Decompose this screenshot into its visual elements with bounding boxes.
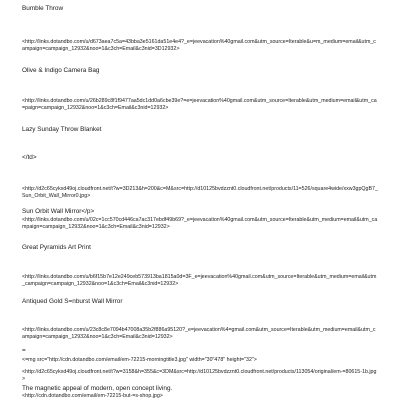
product-title-art-print: Great Pyramids Art Print <box>22 244 91 251</box>
tracking-link[interactable]: <http://links.dotandbo.com/u/02c=1cc570cd446ca7ac317ebdf49b69?_e=jeevacation%40gmail.com&utm_source=Iterable&utm_medium=email&utm_campaign=campaign_12932&noo=1&c3ch=Email&c3nid=12932> <box>22 217 378 230</box>
tracking-link[interactable]: <http://links.dotandbo.com/u/26b289c8f1f9477aa5dc1dd0a6cbe39e?=e=jeevacation%40gmail.com&utm_source=Iterable&utm_medium=email&utm_ca=paign=campaign_12932&noo=1&c3ch=Email&c3nid=12932> <box>22 98 377 111</box>
product-title-sunburst-mirror: Antiqued Gold S=nburst Wall Mirror <box>22 298 123 305</box>
tracking-link[interactable]: <http://links.dotandbo.com/u/b6f15b7e12e249ceb573913ba1815a0d=3F_e=jeevacation%40gmail.com&utm_source=Iterable&utm_medium=email&utm_campaign=campaign_12932&noo=1&c3ch=Email&c3nid=12932> <box>22 274 377 287</box>
tracking-link[interactable]: <http://links.dotandbo.com/u/23c8c8e7094b47008a35b2f886a95120?_e=jeevacation%4=gmail.com&utm_source=Iterable&utm_medium=email&utm_campaign=campaign_12932&noo=1&c3ch=Email&c3nid=12932> <box>22 327 376 340</box>
image-source-link[interactable]: <http://d2c65cykxd49oj.cloudfront.net/t?w=3D213&h=200&c=M&src=http://d10125bvdzznt0.cloudfront.net/products/11=526/square4wide/xxw3gpQgB7_Sun_Orbit_Wall_Mirror0.jpg> <box>22 186 378 199</box>
tracking-link[interactable]: <http://links.dotandbo.com/u/d673aea7c5a=43bba3e5161da51e4e4?_e=jeevacation%40gmail.com&utm_source=Iterable&u=m_medium=email&utm_campaign=campaign_12932&noo=1&c3ch=Email&c3nid=3D12932> <box>22 39 376 52</box>
product-title-bumble-throw: Bumble Throw <box>22 5 64 12</box>
product-title-camera-bag: Olive & Indigo Camera Bag <box>22 67 100 74</box>
image-source-link[interactable]: <http://d2c65cykxd49oj.cloudfront.net/t?w=3158&h=355&c=3DM&src=http://d10125bvdzznt0.cloudfront.net/products/113054/original/em-=80615-1b.jpg> <box>22 369 377 382</box>
stray-equals-text: = <box>22 347 26 354</box>
body-text-line: The magnetic appeal of modern, open concept living. <box>22 385 173 392</box>
product-title-sun-orbit-mirror: Sun Orbit Wall Mirror</p> <box>22 208 95 215</box>
image-source-link[interactable]: <http://cdn.dotandbo.com/email/em-72215-but-=s-shop.jpg> <box>22 393 163 399</box>
document-page <box>22 0 382 400</box>
html-fragment-text: </td> <box>22 154 37 161</box>
image-tag-text: <=mg src="http://cdn.dotandbo.com/email/em-72215-morningtitle3.jpg" width="30"478" height="32"> <box>22 357 257 363</box>
product-title-throw-blanket: Lazy Sunday Throw Blanket <box>22 126 102 133</box>
